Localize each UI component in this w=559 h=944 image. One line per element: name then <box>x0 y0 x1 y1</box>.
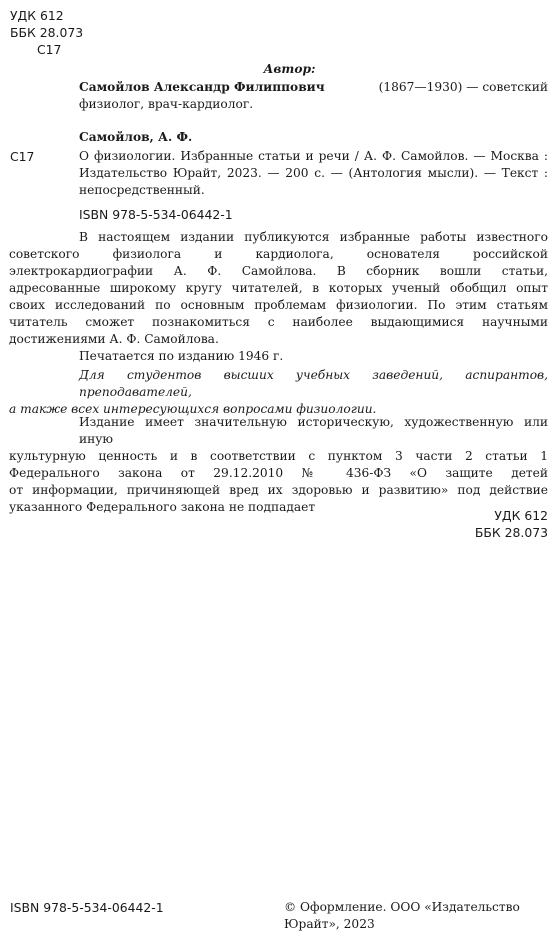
author-mark: С17 <box>37 42 62 57</box>
annotation-line: электрокардиографии А. Ф. Самойлова. В сборник вошли статьи, <box>9 264 548 278</box>
audience-line: Для студентов высших учебных заведений, аспирантов, преподавателей, <box>79 368 548 399</box>
author-name: Самойлов Александр Филиппович <box>79 80 325 94</box>
annotation-line: своих исследований по основным проблемам физиологии. По этим статьям <box>9 298 548 312</box>
legal-line: указанного Федерального закона не подпадает <box>9 500 316 514</box>
author-note-line-1 <box>79 79 548 96</box>
footer-copyright <box>284 899 520 933</box>
bibliographic-description <box>79 148 548 199</box>
annotation-line: адресованные широкому кругу читателей, в которых ученый обобщил опыт <box>9 281 548 295</box>
audience-line: а также всех интересующихся вопросами физиологии. <box>9 402 377 416</box>
isbn-line: ISBN 978-5-534-06442-1 <box>79 207 233 222</box>
legal-line: Издание имеет значительную историческую, художественную или иную <box>79 415 548 446</box>
legal-line: Федерального закона от 29.12.2010 № 436-ФЗ «О защите детей <box>9 466 548 480</box>
bbk-code-bottom: ББК 28.073 <box>474 525 548 540</box>
reprint-note: Печатается по изданию 1946 г. <box>79 349 284 363</box>
bibliographic-mark: С17 <box>10 149 35 164</box>
legal-line: культурную ценность и в соответствии с пунктом 3 части 2 статьи 1 <box>9 449 548 463</box>
audience-note <box>9 367 548 418</box>
classification-top <box>10 7 83 58</box>
annotation-line: В настоящем издании публикуются избранные работы известного <box>79 230 548 244</box>
udk-code: УДК 612 <box>10 8 64 23</box>
copyright-line: Юрайт», 2023 <box>284 917 375 931</box>
bibliographic-line: непосредственный. <box>79 183 205 197</box>
annotation-line: читатель сможет познакомиться с наиболее выдающимися научными <box>9 315 548 329</box>
author-heading: Автор: <box>263 62 316 76</box>
legal-line: от информации, причиняющей вред их здоровью и развитию» под действие <box>9 483 548 497</box>
footer-isbn: ISBN 978-5-534-06442-1 <box>10 900 164 915</box>
author-note-line-2: физиолог, врач-кардиолог. <box>79 97 254 111</box>
bibliographic-heading: Самойлов, А. Ф. <box>79 130 193 144</box>
copyright-line: © Оформление. ООО «Издательство <box>284 900 520 914</box>
author-dates: (1867—1930) — советский <box>378 80 548 94</box>
classification-bottom <box>475 507 548 541</box>
bibliographic-line: Издательство Юрайт, 2023. — 200 с. — (Антология мысли). — Текст : <box>79 166 548 180</box>
udk-code-bottom: УДК 612 <box>494 508 548 523</box>
bbk-code: ББК 28.073 <box>10 25 84 40</box>
bibliographic-line: О физиологии. Избранные статьи и речи / А. Ф. Самойлов. — Москва : <box>79 149 548 163</box>
annotation <box>9 229 548 348</box>
author-note <box>79 79 548 113</box>
legal-notice <box>9 414 548 516</box>
annotation-line: достижениями А. Ф. Самойлова. <box>9 332 219 346</box>
annotation-line: советского физиолога и кардиолога, основателя российской <box>9 247 548 261</box>
